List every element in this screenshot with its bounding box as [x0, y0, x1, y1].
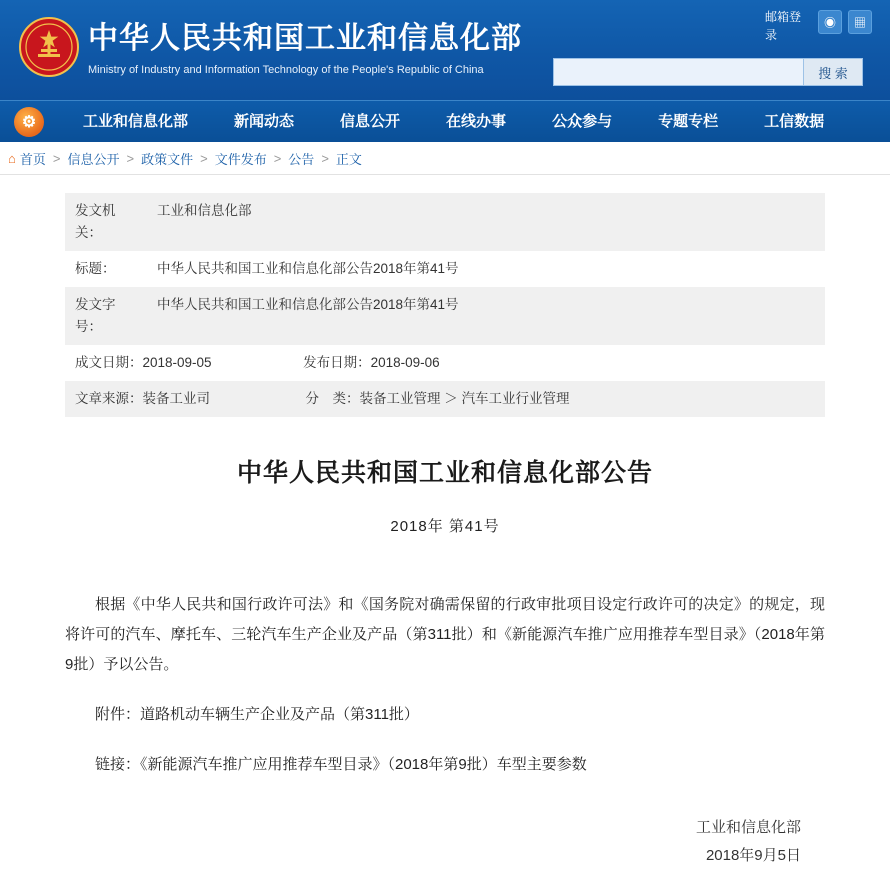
breadcrumb-separator: >: [321, 150, 329, 166]
site-title-en: Ministry of Industry and Information Technology of the People's Republic of China: [88, 64, 484, 76]
site-title-cn: 中华人民共和国工业和信息化部: [88, 21, 522, 56]
breadcrumb-item-policy-docs[interactable]: 政策文件: [141, 151, 194, 167]
nav-item-special-topics[interactable]: 专题专栏: [658, 112, 719, 130]
search-box: [553, 58, 863, 86]
document-wrapper: [65, 193, 825, 870]
nav-item-ministry[interactable]: 工业和信息化部: [83, 112, 189, 130]
meta-source-cell: [65, 381, 825, 417]
breadcrumb-separator: >: [52, 150, 61, 166]
wechat-icon[interactable]: ▦: [848, 10, 872, 34]
document-body: [65, 590, 825, 780]
meta-label-title: 标题：: [65, 251, 147, 287]
document-attachment-line[interactable]: 附件：道路机动车辆生产企业及产品（第311批）: [95, 706, 419, 723]
rss-icon[interactable]: ◉: [818, 10, 842, 34]
document-paragraph-1: 根据《中华人民共和国行政许可法》和《国务院对确需保留的行政审批项目设定行政许可的决定》的规定，现将许可的汽车、摩托车、三轮汽车生产企业及产品（第311批）和《新能源汽车推广应用推荐车型目录》（2018年第9批）予以公告。: [65, 596, 825, 673]
main-nav: [0, 100, 890, 142]
meta-value-source: 装备工业司: [142, 391, 210, 406]
meta-label-issuer: 发文机关：: [65, 193, 147, 251]
meta-category-separator: ＞: [444, 391, 458, 406]
table-row: [65, 381, 825, 417]
mailbox-login-link[interactable]: 邮箱登录: [765, 10, 802, 42]
home-icon: ⌂: [8, 150, 16, 166]
nav-item-public-participation[interactable]: 公众参与: [552, 112, 613, 130]
search-button[interactable]: 搜 索: [803, 58, 863, 86]
breadcrumb: [0, 142, 890, 175]
meta-date-cell: [65, 345, 825, 381]
meta-value-category-2[interactable]: 汽车工业行业管理: [461, 391, 570, 406]
breadcrumb-separator: >: [273, 150, 282, 166]
meta-value-written-date: 2018-09-05: [142, 355, 212, 370]
table-row: [65, 251, 825, 287]
national-emblem-icon: [18, 16, 80, 78]
document-subtitle: 2018年 第41号: [390, 518, 500, 535]
breadcrumb-item-file-release[interactable]: 文件发布: [214, 151, 267, 167]
document-link-line[interactable]: 链接：《新能源汽车推广应用推荐车型目录》（2018年第9批）车型主要参数: [95, 756, 587, 773]
nav-item-news[interactable]: 新闻动态: [234, 112, 295, 130]
breadcrumb-item-announcement[interactable]: 公告: [288, 151, 315, 167]
table-row: [65, 287, 825, 345]
meta-value-issuer: 工业和信息化部: [147, 193, 825, 251]
site-header: [0, 0, 890, 100]
meta-label-source: 文章来源：: [75, 391, 143, 406]
signature-organization: 工业和信息化部: [695, 819, 801, 836]
meta-value-publish-date: 2018-09-06: [370, 355, 440, 370]
breadcrumb-separator: >: [200, 150, 208, 166]
page-content: [0, 175, 890, 870]
meta-value-title: 中华人民共和国工业和信息化部公告2018年第41号: [147, 251, 825, 287]
breadcrumb-item-disclosure[interactable]: 信息公开: [67, 151, 120, 167]
breadcrumb-separator: >: [126, 150, 135, 166]
nav-item-online-service[interactable]: 在线办事: [446, 112, 507, 130]
meta-value-doc-number: 中华人民共和国工业和信息化部公告2018年第41号: [147, 287, 825, 345]
signature-date: 2018年9月5日: [705, 847, 801, 864]
meta-label-category: 分 类：: [305, 391, 360, 406]
table-row: [65, 193, 825, 251]
nav-item-disclosure[interactable]: 信息公开: [340, 112, 401, 130]
meta-label-doc-number: 发文字号：: [65, 287, 147, 345]
table-row: [65, 345, 825, 381]
breadcrumb-item-text[interactable]: 正文: [335, 151, 362, 167]
search-input[interactable]: [553, 58, 803, 86]
document-meta-table: [65, 193, 825, 417]
document-title: 中华人民共和国工业和信息化部公告: [236, 458, 653, 487]
meta-label-written-date: 成文日期：: [75, 355, 143, 370]
breadcrumb-item-home[interactable]: 首页: [19, 151, 46, 167]
nav-item-data[interactable]: 工信数据: [764, 112, 825, 130]
document-signature: [65, 814, 825, 870]
site-title: [88, 22, 522, 78]
gear-logo-icon: ⚙: [14, 107, 44, 137]
header-icon-group: [818, 10, 872, 34]
meta-value-category-1[interactable]: 装备工业管理: [359, 391, 441, 406]
meta-label-publish-date: 发布日期：: [303, 355, 371, 370]
